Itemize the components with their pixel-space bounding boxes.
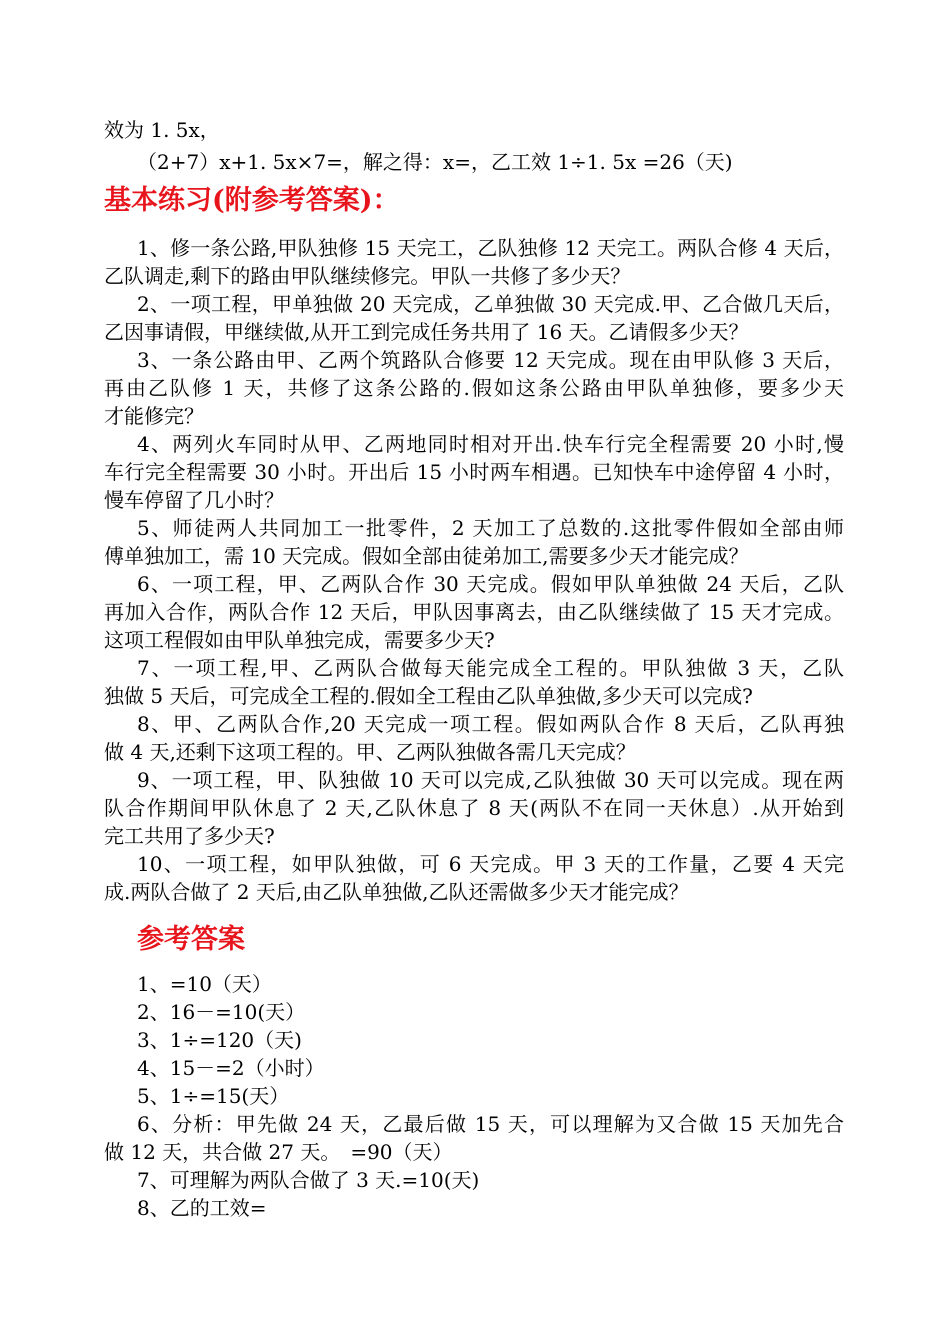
problem-3-line-1: 3、一条公路由甲、乙两个筑路队合修要 12 天完成。现在由甲队修 3 天后，	[137, 348, 844, 372]
answer-5: 5、1÷=15(天）	[137, 1084, 290, 1108]
problem-4-line-3: 慢车停留了几小时？	[104, 488, 284, 512]
practice-heading: 基本练习(附参考答案)：	[104, 185, 400, 216]
answer-2: 2、16－=10(天）	[137, 1000, 306, 1024]
answer-1: 1、=10（天）	[137, 972, 272, 996]
answer-8: 8、乙的工效=	[137, 1196, 267, 1220]
problem-7-line-1: 7、一项工程,甲、乙两队合做每天能完成全工程的。甲队独做 3 天，乙队	[137, 656, 844, 680]
intro-line-2: （2+7）x+1. 5x×7=，解之得：x=，乙工效 1÷1. 5x =26（天)	[137, 150, 733, 174]
problem-7-line-2: 独做 5 天后，可完成全工程的.假如全工程由乙队单独做,多少天可以完成?	[104, 684, 753, 708]
problem-3-line-3: 才能修完？	[104, 404, 204, 428]
problem-1-line-2: 乙队调走,剩下的路由甲队继续修完。甲队一共修了多少天？	[104, 264, 631, 288]
problem-8-line-1: 8、甲、乙两队合作,20 天完成一项工程。假如两队合作 8 天后，乙队再独	[137, 712, 844, 736]
problem-9-line-1: 9、一项工程，甲、队独做 10 天可以完成,乙队独做 30 天可以完成。现在两	[137, 768, 844, 792]
problem-4-line-2: 车行完全程需要 30 小时。开出后 15 小时两车相遇。已知快车中途停留 4 小时，	[104, 460, 844, 484]
problem-2-line-1: 2、一项工程，甲单独做 20 天完成，乙单独做 30 天完成.甲、乙合做几天后，	[137, 292, 844, 316]
problem-2-line-2: 乙因事请假，甲继续做,从开工到完成任务共用了 16 天。乙请假多少天？	[104, 320, 749, 344]
problem-9-line-3: 完工共用了多少天?	[104, 824, 275, 848]
problem-8-line-2: 做 4 天,还剩下这项工程的。甲、乙两队独做各需几天完成？	[104, 740, 636, 764]
problem-1-line-1: 1、修一条公路,甲队独修 15 天完工，乙队独修 12 天完工。两队合修 4 天后，	[137, 236, 844, 260]
problem-6-line-2: 再加入合作，两队合作 12 天后，甲队因事离去，由乙队继续做了 15 天才完成。	[104, 600, 844, 624]
problem-3-line-2: 再由乙队修 1 天，共修了这条公路的.假如这条公路由甲队单独修，要多少天	[104, 376, 844, 400]
answers-heading: 参考答案	[137, 924, 245, 955]
answer-3: 3、1÷=120（天)	[137, 1028, 302, 1052]
problem-9-line-2: 队合作期间甲队休息了 2 天,乙队休息了 8 天(两队不在同一天休息）.从开始到	[104, 796, 844, 820]
answer-4: 4、15－=2（小时）	[137, 1056, 325, 1080]
problem-6-line-1: 6、一项工程，甲、乙两队合作 30 天完成。假如甲队单独做 24 天后，乙队	[137, 572, 844, 596]
answer-7: 7、可理解为两队合做了 3 天.=10(天)	[137, 1168, 480, 1192]
problem-4-line-1: 4、两列火车同时从甲、乙两地同时相对开出.快车行完全程需要 20 小时,慢	[137, 432, 844, 456]
problem-5-line-2: 傅单独加工，需 10 天完成。假如全部由徒弟加工,需要多少天才能完成？	[104, 544, 749, 568]
problem-10-line-2: 成.两队合做了 2 天后,由乙队单独做,乙队还需做多少天才能完成？	[104, 880, 689, 904]
problem-5-line-1: 5、师徒两人共同加工一批零件，2 天加工了总数的.这批零件假如全部由师	[137, 516, 844, 540]
problem-6-line-3: 这项工程假如由甲队单独完成，需要多少天?	[104, 628, 495, 652]
answer-6-line-1: 6、分析：甲先做 24 天，乙最后做 15 天，可以理解为又合做 15 天加先合	[137, 1112, 844, 1136]
answer-6-line-2: 做 12 天，共合做 27 天。 =90（天）	[104, 1140, 453, 1164]
problem-10-line-1: 10、一项工程，如甲队独做，可 6 天完成。甲 3 天的工作量，乙要 4 天完	[137, 852, 844, 876]
intro-line-1: 效为 1. 5x，	[104, 118, 220, 142]
